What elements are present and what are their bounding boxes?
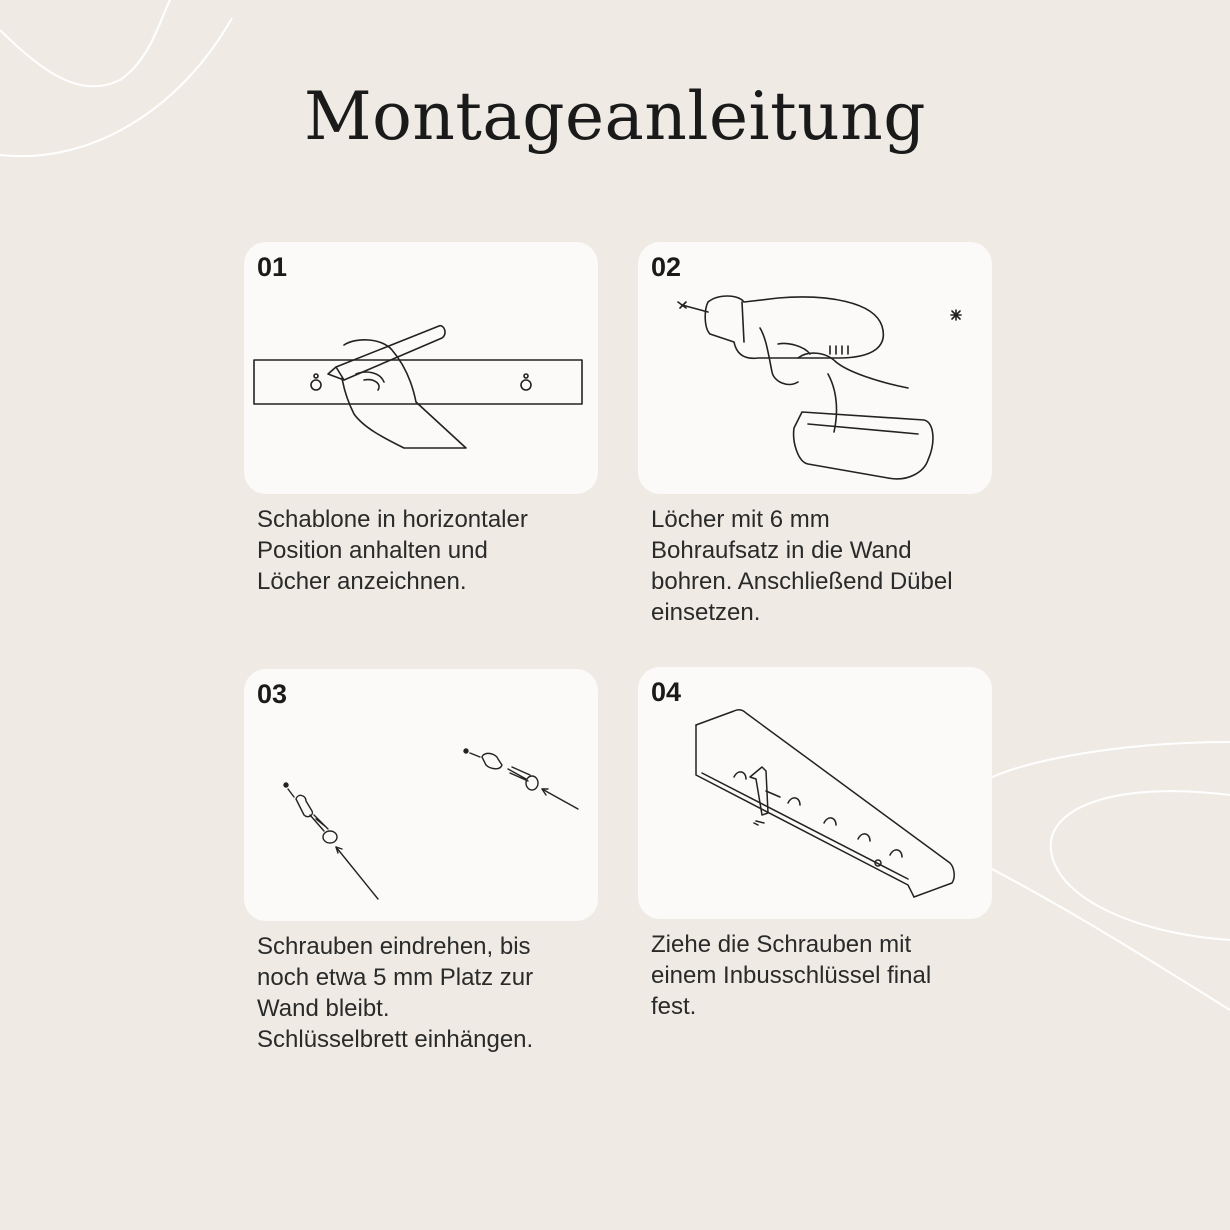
step-card-1 xyxy=(244,242,598,494)
step-text-line: noch etwa 5 mm Platz zur xyxy=(257,964,534,991)
step-description-4 xyxy=(651,929,996,1022)
step-text-line: bohren. Anschließend Dübel xyxy=(651,568,953,595)
hand-marking-template-illustration xyxy=(244,242,598,494)
step-number: 04 xyxy=(651,677,682,707)
step-card-3 xyxy=(244,669,598,921)
step-text-line: einem Inbusschlüssel final xyxy=(651,962,932,989)
step-card-2 xyxy=(638,242,992,494)
step-number: 02 xyxy=(651,252,682,282)
step-text-line: Schlüsselbrett einhängen. xyxy=(257,1026,534,1053)
step-text-line: einsetzen. xyxy=(651,599,761,626)
step-text-line: Schablone in horizontaler xyxy=(257,506,528,533)
step-card-4 xyxy=(638,667,992,919)
step-text-line: Bohraufsatz in die Wand xyxy=(651,537,912,564)
screws-and-dowels-illustration xyxy=(244,669,598,921)
step-text-line: Löcher mit 6 mm xyxy=(651,506,830,533)
step-number: 03 xyxy=(257,679,288,709)
step-description-1 xyxy=(257,504,602,597)
drill-illustration xyxy=(638,242,992,494)
page-title: Montageanleitung xyxy=(304,78,926,155)
step-text-line: Position anhalten und xyxy=(257,537,488,564)
step-text-line: Schrauben eindrehen, bis xyxy=(257,933,531,960)
step-text-line: fest. xyxy=(651,993,697,1020)
step-number: 01 xyxy=(257,252,288,282)
step-text-line: Löcher anzeichnen. xyxy=(257,568,467,595)
step-description-2 xyxy=(651,504,996,628)
step-text-line: Wand bleibt. xyxy=(257,995,390,1022)
step-description-3 xyxy=(257,931,602,1055)
key-rack-hex-key-illustration xyxy=(638,667,992,919)
step-text-line: Ziehe die Schrauben mit xyxy=(651,931,912,958)
